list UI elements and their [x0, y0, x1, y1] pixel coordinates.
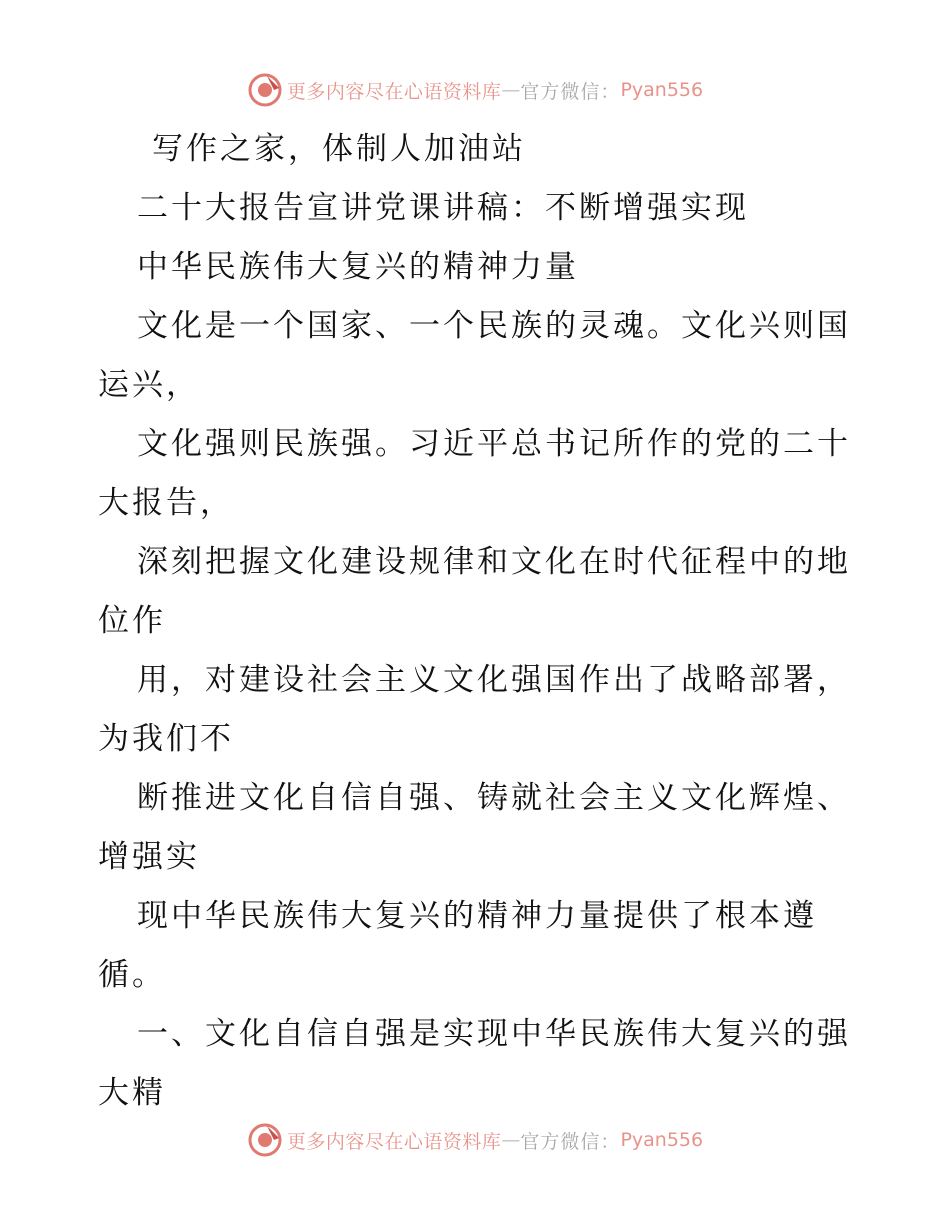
watermark-dash: — — [501, 1129, 521, 1151]
doc-text-line: 现中华民族伟大复兴的精神力量提供了根本遵 — [137, 898, 817, 934]
doc-text-line: 文化是一个国家、一个民族的灵魂。文化兴则国 — [137, 308, 851, 344]
document-body — [98, 120, 878, 1123]
doc-text-line: 用，对建设社会主义文化强国作出了战略部署， — [137, 662, 851, 698]
doc-text-line: 运兴， — [98, 367, 200, 403]
doc-text-line: 为我们不 — [98, 721, 234, 757]
watermark-sub: 官方微信： — [520, 1130, 621, 1153]
brand-logo-icon — [247, 1122, 283, 1158]
doc-title-line-2: 中华民族伟大复兴的精神力量 — [137, 249, 579, 285]
brand-logo-icon — [247, 72, 283, 108]
watermark-id: Pyan556 — [620, 1129, 704, 1151]
doc-text-line: 循。 — [98, 957, 166, 993]
doc-text-line: 深刻把握文化建设规律和文化在时代征程中的地 — [137, 544, 851, 580]
doc-text-line: 大精 — [98, 1075, 166, 1111]
doc-text-line: 断推进文化自信自强、铸就社会主义文化辉煌、 — [137, 780, 851, 816]
doc-title-line-1: 二十大报告宣讲党课讲稿：不断增强实现 — [137, 190, 749, 226]
doc-text-line: 增强实 — [98, 839, 200, 875]
doc-source-line: 写作之家，体制人加油站 — [152, 131, 526, 167]
doc-text-line: 文化强则民族强。习近平总书记所作的党的二十 — [137, 426, 851, 462]
header-watermark — [0, 70, 950, 110]
doc-text-line: 位作 — [98, 603, 166, 639]
watermark-text: 更多内容尽在心语资料库 — [286, 1130, 502, 1153]
doc-text-line: 大报告， — [98, 485, 234, 521]
watermark-text: 更多内容尽在心语资料库 — [286, 80, 502, 103]
watermark-sub: 官方微信： — [520, 80, 621, 103]
doc-heading-line: 一、文化自信自强是实现中华民族伟大复兴的强 — [137, 1016, 851, 1052]
watermark-dash: — — [501, 79, 521, 101]
footer-watermark — [0, 1120, 950, 1160]
watermark-id: Pyan556 — [620, 79, 704, 101]
